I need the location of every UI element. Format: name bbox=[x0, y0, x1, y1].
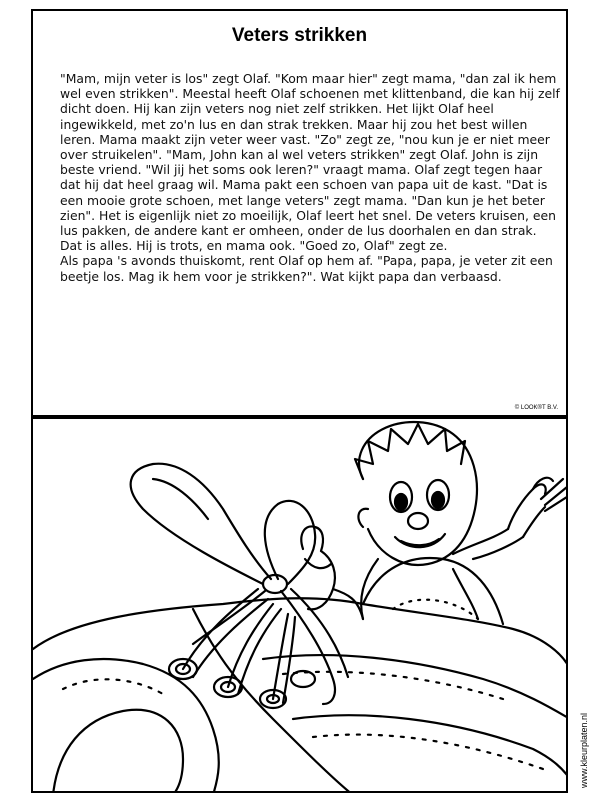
story-paragraph-1: "Mam, mijn veter is los" zegt Olaf. "Kom maar hier" zegt mama, "dan zal ik hem wel even strikken". Meestal heeft Olaf schoenen met klittenband, die kan hij zelf dicht doen. Hij kan zijn veters nog niet zelf strikken. Het lijkt Olaf heel ingewikkeld, met zo'n lus en dan strak trekken. Maar hij zou het best willen leren. Mama maakt zijn veter weer vast. "Zo" zegt ze, "nou kun je er niet meer over struikelen". "Mam, John kan al wel veters strikken" zegt Olaf. John is zijn beste vriend. "Wil jij het soms ook leren?" vraagt mama. Olaf zegt tegen haar dat hij dat heel graag wil. Mama pakt een schoen van papa uit de kast. "Dat is een mooie grote schoen, met lange veters" zegt mama. "Dan kun je het beter zien". Het is eigenlijk niet zo moeilijk, Olaf leert het snel. De veters kruisen, een lus pakken, de andere kant er omheen, onder de lus doorhalen en dan strak. Dat is alles. Hij is trots, en mama ook. "Goed zo, Olaf" zegt ze. bbox=[60, 71, 560, 254]
story-text bbox=[60, 71, 560, 284]
illustration-boy-tying-shoe bbox=[33, 419, 568, 793]
website-credit: www.kleurplaten.nl bbox=[579, 712, 589, 788]
story-paragraph-2: Als papa 's avonds thuiskomt, rent Olaf op hem af. "Papa, papa, je veter zit een beetje los. Mag ik hem voor je strikken?". Wat kijkt papa dan verbaasd. bbox=[60, 253, 553, 284]
page-title: Veters strikken bbox=[231, 25, 368, 46]
illustration-frame bbox=[31, 417, 568, 793]
story-box bbox=[31, 9, 568, 417]
copyright-notice: © LOOK®T B.V. bbox=[514, 405, 558, 411]
